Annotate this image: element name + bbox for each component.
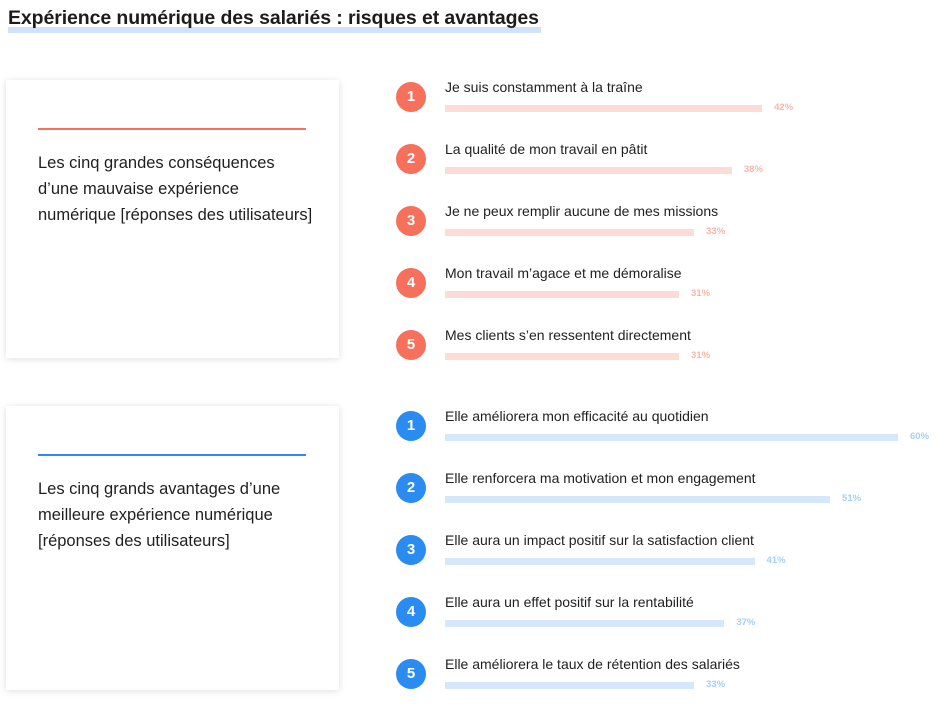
consequences-rule (38, 128, 306, 130)
advantage-item (396, 594, 941, 653)
consequence-bar (445, 105, 762, 112)
advantage-bar (445, 682, 694, 689)
consequence-value-label: 31% (691, 288, 711, 299)
consequence-value-label: 42% (774, 102, 794, 113)
advantage-value-label: 33% (706, 679, 726, 690)
consequence-category-label: Mon travail m’agace et me démoralise (445, 265, 682, 281)
consequence-item (396, 327, 941, 386)
advantage-category-label: Elle aura un impact positif sur la satisfaction client (445, 532, 754, 548)
page-title: Expérience numérique des salariés : risques et avantages (8, 6, 541, 33)
advantage-category-label: Elle aura un effet positif sur la rentabilité (445, 594, 694, 610)
consequence-category-label: Mes clients s’en ressentent directement (445, 327, 691, 343)
advantage-item (396, 470, 941, 529)
advantage-value-label: 51% (842, 493, 862, 504)
consequence-bar (445, 167, 732, 174)
consequence-item (396, 265, 941, 324)
advantages-rule (38, 454, 306, 456)
consequence-rank-badge: 1 (396, 82, 426, 112)
advantage-bar (445, 434, 898, 441)
consequence-bar (445, 353, 679, 360)
advantage-bar (445, 558, 755, 565)
advantage-value-label: 41% (766, 555, 786, 566)
advantage-value-label: 60% (910, 431, 930, 442)
advantage-item (396, 656, 941, 715)
advantage-item (396, 532, 941, 591)
advantages-card (6, 406, 339, 690)
consequence-rank-badge: 3 (396, 206, 426, 236)
advantage-rank-badge: 5 (396, 659, 426, 689)
advantage-item (396, 408, 941, 467)
advantage-value-label: 37% (736, 617, 756, 628)
advantage-rank-badge: 3 (396, 535, 426, 565)
advantages-description: Les cinq grands avantages d’une meilleure expérience numérique [réponses des utilisateurs] (38, 480, 281, 550)
consequences-description: Les cinq grandes conséquences d’une mauvaise expérience numérique [réponses des utilisateurs] (38, 154, 313, 224)
consequence-bar (445, 229, 694, 236)
consequence-category-label: Je suis constamment à la traîne (445, 79, 643, 95)
consequence-rank-badge: 4 (396, 268, 426, 298)
consequence-bar (445, 291, 679, 298)
advantage-bar (445, 496, 830, 503)
advantage-rank-badge: 1 (396, 411, 426, 441)
advantage-category-label: Elle améliorera le taux de rétention des salariés (445, 656, 740, 672)
consequence-category-label: Je ne peux remplir aucune de mes missions (445, 203, 719, 219)
consequence-item (396, 141, 941, 200)
consequence-rank-badge: 2 (396, 144, 426, 174)
advantage-rank-badge: 4 (396, 597, 426, 627)
advantage-rank-badge: 2 (396, 473, 426, 503)
consequence-value-label: 38% (743, 164, 763, 175)
consequence-item (396, 79, 941, 138)
consequence-value-label: 33% (706, 226, 726, 237)
consequence-item (396, 203, 941, 262)
consequences-card (6, 80, 339, 358)
consequence-value-label: 31% (691, 350, 711, 361)
advantage-category-label: Elle améliorera mon efficacité au quotidien (445, 408, 709, 424)
consequence-category-label: La qualité de mon travail en pâtit (445, 141, 648, 157)
advantage-category-label: Elle renforcera ma motivation et mon engagement (445, 470, 756, 486)
advantage-bar (445, 620, 724, 627)
consequence-rank-badge: 5 (396, 330, 426, 360)
